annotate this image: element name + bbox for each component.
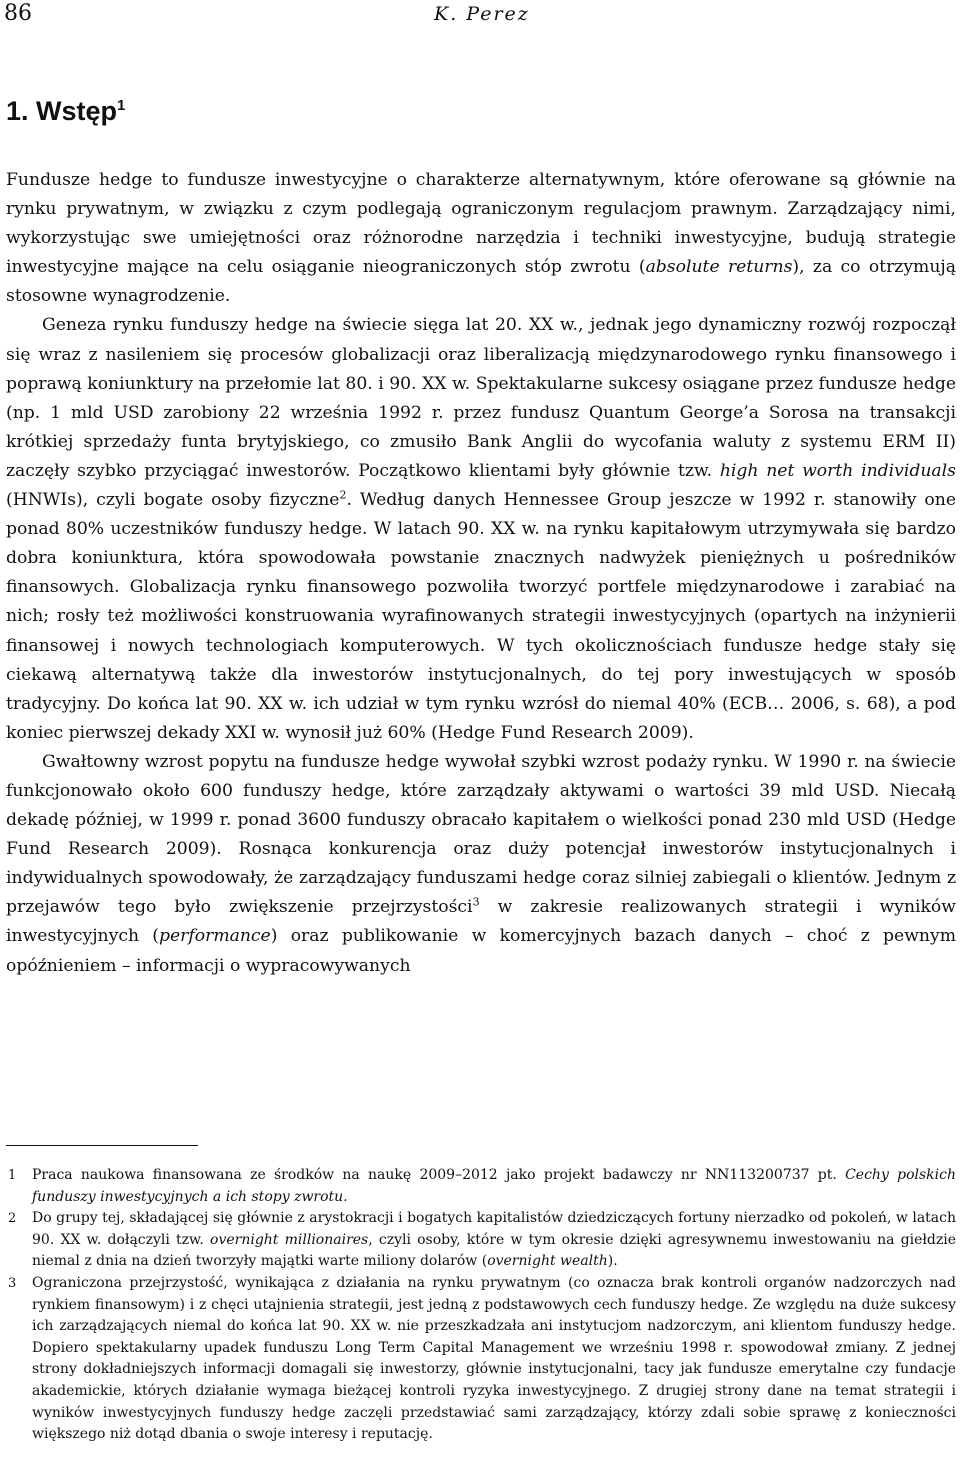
footnote-ref-2: 2	[339, 488, 347, 502]
text-run: ).	[607, 1253, 618, 1270]
text-run: Gwałtowny wzrost popytu na fundusze hedge wywołał szybki wzrost podaży rynku. W 1990 r. na świecie funkcjonowało około 600 funduszy hedge, które zarządzały aktywami o wartości 39 mld USD. Niecałą dekadę później, w 1999 r. ponad 3600 funduszy obracało kapitałem o wielkości ponad 230 mld USD (Hedge Fund Research 2009). Rosnąca konkurencja oraz duży potencjał inwestorów instytucjonalnych i indywidualnych spowodowały, że zarządzający funduszami hedge coraz silniej zabiegali o klientów. Jednym z przejawów tego było zwiększenie przejrzystości	[6, 751, 956, 918]
emphasis-term: overnight millionaires	[210, 1231, 369, 1248]
text-run: , czyli osoby, które w tym okresie dzięki agresywnemu inwestowaniu na giełdzie niemal z dnia na dzień tworzyły majątki warte miliony dolarów (	[32, 1231, 956, 1270]
body-text	[6, 166, 956, 1056]
footnote-divider	[6, 1145, 198, 1146]
footnote-ref-3: 3	[472, 895, 480, 909]
running-head: K. Perez	[434, 3, 530, 25]
footnotes	[6, 1165, 956, 1483]
text-run: ) oraz publikowanie w komercyjnych bazach danych – choć z pewnym opóźnieniem – informacji o wypracowywanych	[6, 926, 956, 976]
paragraph-1	[6, 166, 956, 311]
paragraph-3	[6, 748, 956, 981]
text-run: ), za co otrzymują stosowne wynagrodzenie.	[6, 257, 957, 307]
footnote-2	[6, 1208, 956, 1273]
text-run: Geneza rynku funduszy hedge na świecie sięga lat 20. XX w., jednak jego dynamiczny rozwój rozpoczął się wraz z nasileniem się procesów globalizacji oraz liberalizacją międzynarodowego rynku finansowego i poprawą koniunktury na przełomie lat 80. i 90. XX w. Spektakularne sukcesy osiągane przez fundusze hedge (np. 1 mld USD zarobiony 22 września 1992 r. przez fundusz Quantum George’a Sorosa na transakcji krótkiej sprzedaży funta brytyjskiego, co zmusiło Bank Anglii do wycofania waluty z systemu ERM II) zaczęły szybko przyciągać inwestorów. Początkowo klientami były głównie tzw.	[6, 315, 956, 481]
text-run: Fundusze hedge to fundusze inwestycyjne o charakterze alternatywnym, które oferowane są głównie na rynku prywatnym, w związku z czym podlegają ograniczonym regulacjom prawnym. Zarządzający nimi, wykorzystując swe umiejętności oraz różnorodne narzędzia i techniki inwestycyjne, budują strategie inwestycyjne mające na celu osiąganie nieograniczonych stóp zwrotu (	[6, 170, 956, 278]
text-run: Ograniczona przejrzystość, wynikająca z działania na rynku prywatnym (co oznacza brak kontroli organów nadzorczych nad rynkiem finansowym) i z chęci utajnienia strategii, jest jedną z podstawowych cech funduszy hedge. Ze względu na duże sukcesy ich zarządzających niemal do końca lat 90. XX w. nie przeszkadzała ani instytucjom nadzorczym, ani klientom funduszy hedge. Dopiero spektakularny upadek funduszu Long Term Capital Management we wrześniu 1998 r. spowodował zmiany. Z jednej strony dokładniejszych informacji domagali się inwestorzy, głównie instytucjonalni, tacy jak fundusze emerytalne czy fundacje akademickie, których działanie wymaga bieżącej kontroli ryzyka inwestycyjnego. Z drugiej strony dane na temat strategii i wyników inwestycyjnych funduszy hedge zaczęli przedstawiać sami zarządzający, którzy zdali sobie sprawę z konieczności większego niż dotąd dbania o swoje interesy i reputację.	[32, 1274, 956, 1443]
text-run: w zakresie realizowanych strategii i wyników inwestycyjnych (	[6, 897, 956, 947]
section-title: 1. Wstęp	[6, 96, 118, 126]
section-heading	[6, 96, 125, 127]
footnote-number: 1	[8, 1168, 17, 1183]
emphasis-term: Cechy polskich funduszy inwestycyjnych a ich stopy zwrotu.	[32, 1167, 956, 1205]
text-run: . Według danych Hennessee Group jeszcze w 1992 r. stanowiły one ponad 80% uczestników funduszy hedge. W latach 90. XX w. na rynku kapitałowym utrzymywała się bardzo dobra koniunktura, która spowodowała powstanie znacznych nadwyżek pieniężnych u pośredników finansowych. Globalizacja rynku finansowego pozwoliła tworzyć portfele międzynarodowe i zarabiać na nich; rosły też możliwości konstruowania wyrafinowanych strategii inwestycyjnych (opartych na inżynierii finansowej i nowych technologiach komputerowych. W tych okolicznościach fundusze hedge stały się ciekawą alternatywą także dla inwestorów instytucjonalnych, do tej pory inwestujących w sposób tradycyjny. Do końca lat 90. XX w. ich udział w tym rynku wzrósł do niemal 40% (ECB… 2006, s. 68), a pod koniec pierwszej dekady XXI w. wynosił już 60% (Hedge Fund Research 2009).	[6, 490, 956, 743]
paragraph-2	[6, 311, 956, 747]
page-header	[0, 0, 960, 30]
emphasis-term: high net worth individuals	[719, 460, 956, 481]
footnote-number: 2	[8, 1211, 17, 1227]
emphasis-term: absolute returns	[645, 257, 793, 278]
text-run: (HNWIs), czyli bogate osoby fizyczne	[6, 490, 340, 511]
text-run: Praca naukowa finansowana ze środków na naukę 2009–2012 jako projekt badawczy nr NN113200737 pt.	[32, 1167, 846, 1183]
page-number: 86	[4, 1, 32, 26]
emphasis-term: overnight wealth	[487, 1253, 608, 1270]
emphasis-term: performance	[159, 926, 271, 947]
text-run: Do grupy tej, składającej się głównie z arystokracji i bogatych kapitalistów dziedziczących fortuny nierzadko od pokoleń, w latach 90. XX w. dołączyli tzw.	[32, 1210, 956, 1248]
footnote-ref-1: 1	[117, 97, 126, 114]
footnote-number: 3	[8, 1275, 17, 1291]
footnote-3	[6, 1273, 956, 1446]
footnote-1	[6, 1165, 956, 1208]
